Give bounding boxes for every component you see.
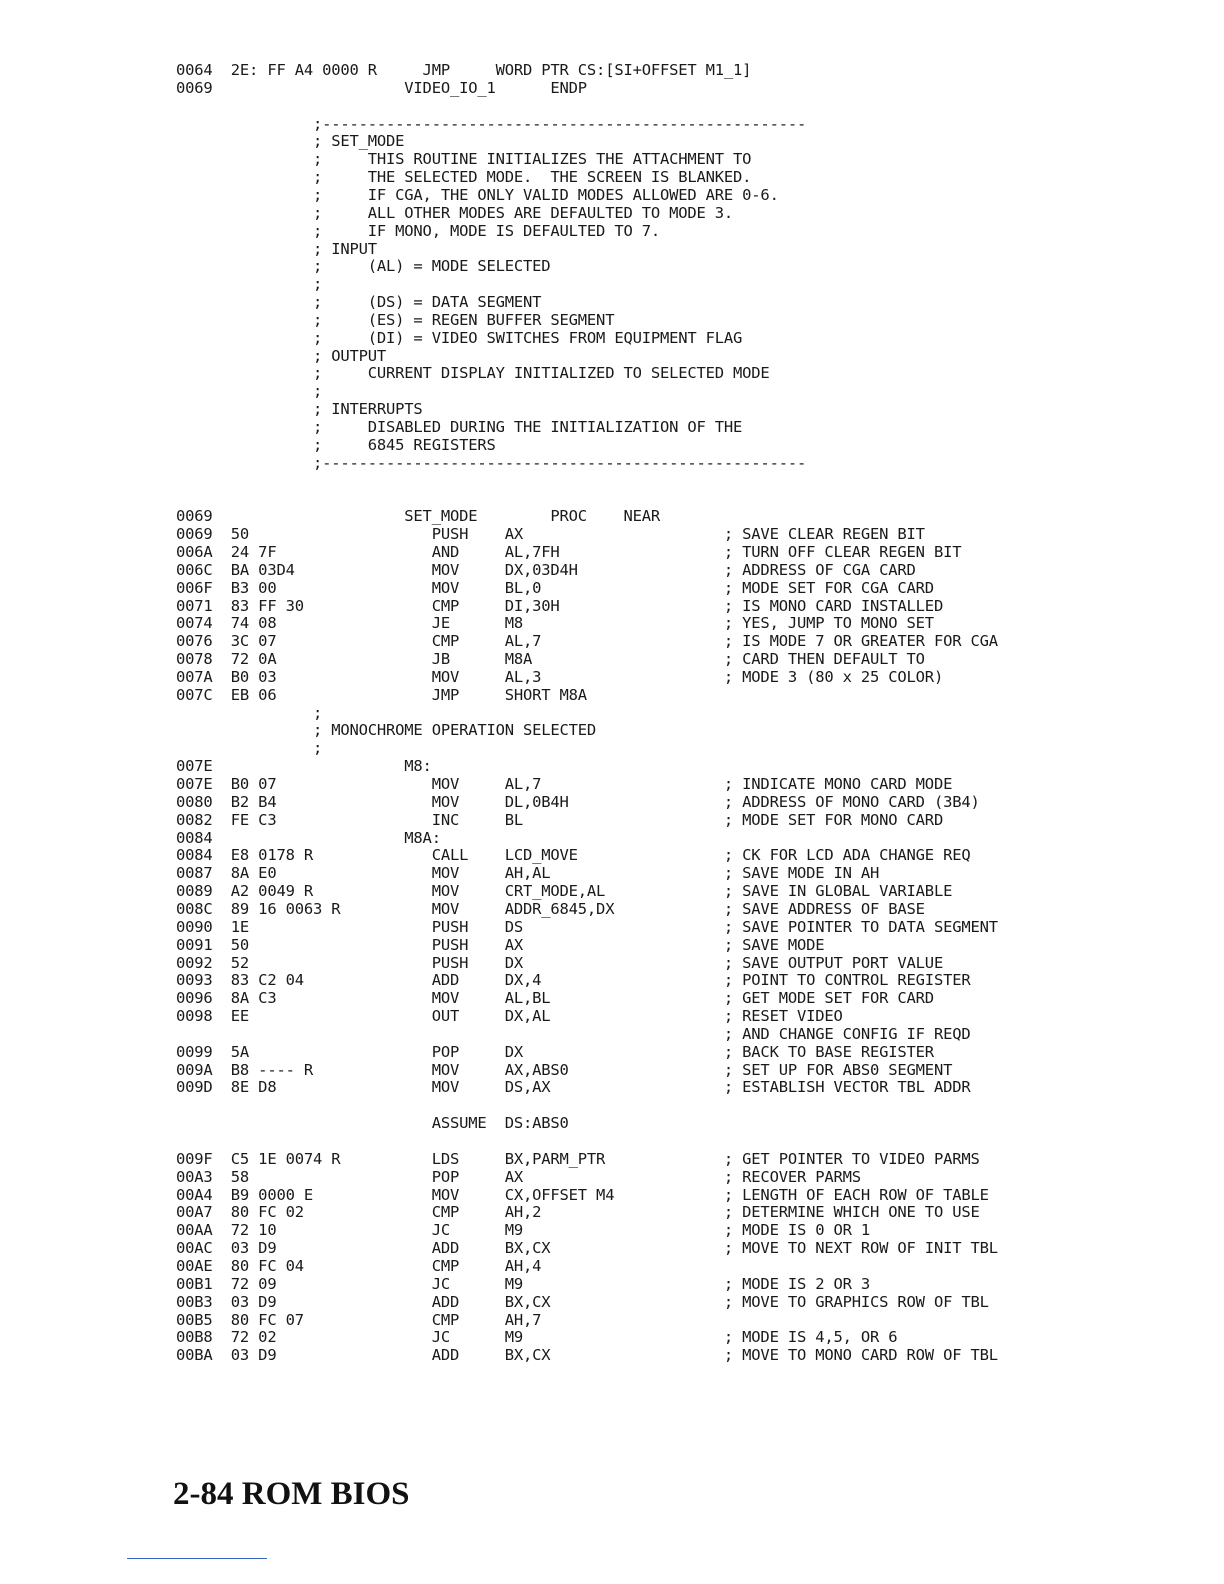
listing-line: 00AE 80 FC 04 CMP AH,4 (176, 1256, 542, 1275)
listing-line: 006F B3 00 MOV BL,0 ; MODE SET FOR CGA CARD (176, 578, 934, 597)
listing-line: ;----------------------------------------------------- (176, 453, 807, 472)
listing-line: 009F C5 1E 0074 R LDS BX,PARM_PTR ; GET POINTER TO VIDEO PARMS (176, 1149, 980, 1168)
listing-line: 00AC 03 D9 ADD BX,CX ; MOVE TO NEXT ROW OF INIT TBL (176, 1239, 998, 1258)
listing-line: ; CURRENT DISPLAY INITIALIZED TO SELECTED MODE (176, 364, 770, 383)
listing-line: ASSUME DS:ABS0 (176, 1114, 569, 1133)
listing-line: 0091 50 PUSH AX ; SAVE MODE (176, 935, 825, 954)
listing-line: 00A3 58 POP AX ; RECOVER PARMS (176, 1167, 861, 1186)
listing-line: ; 6845 REGISTERS (176, 435, 496, 454)
listing-line: ; DISABLED DURING THE INITIALIZATION OF THE (176, 418, 743, 436)
listing-line: 0084 E8 0178 R CALL LCD_MOVE ; CK FOR LCD ADA CHANGE REQ (176, 846, 971, 865)
listing-line: ; IF MONO, MODE IS DEFAULTED TO 7. (176, 221, 660, 240)
listing-line: ; AND CHANGE CONFIG IF REQD (176, 1024, 971, 1043)
listing-line: 00B3 03 D9 ADD BX,CX ; MOVE TO GRAPHICS ROW OF TBL (176, 1292, 989, 1311)
listing-line: ; IF CGA, THE ONLY VALID MODES ALLOWED ARE 0-6. (176, 185, 779, 204)
listing-line: ; (AL) = MODE SELECTED (176, 257, 551, 276)
listing-line: 00B5 80 FC 07 CMP AH,7 (176, 1310, 542, 1329)
listing-line: ; (176, 275, 323, 294)
listing-line: 008C 89 16 0063 R MOV ADDR_6845,DX ; SAVE ADDRESS OF BASE (176, 899, 925, 918)
listing-line: 0098 EE OUT DX,AL ; RESET VIDEO (176, 1007, 843, 1026)
listing-line: 0093 83 C2 04 ADD DX,4 ; POINT TO CONTROL REGISTER (176, 971, 971, 990)
listing-line: 0076 3C 07 CMP AL,7 ; IS MODE 7 OR GREATER FOR CGA (176, 632, 998, 651)
page-footer: 2-84 ROM BIOS (173, 1476, 410, 1512)
listing-line: 0082 FE C3 INC BL ; MODE SET FOR MONO CARD (176, 810, 944, 829)
listing-line: ; THE SELECTED MODE. THE SCREEN IS BLANKED. (176, 168, 752, 187)
listing-line: 007A B0 03 MOV AL,3 ; MODE 3 (80 x 25 COLOR) (176, 667, 944, 686)
listing-line: 007E B0 07 MOV AL,7 ; INDICATE MONO CARD MODE (176, 775, 953, 793)
listing-line: ; (176, 703, 323, 722)
listing-line: 006C BA 03D4 MOV DX,03D4H ; ADDRESS OF CGA CARD (176, 560, 916, 579)
listing-line: ; MONOCHROME OPERATION SELECTED (176, 721, 597, 740)
listing-line: 00A4 B9 0000 E MOV CX,OFFSET M4 ; LENGTH OF EACH ROW OF TABLE (176, 1185, 989, 1204)
listing-line: 00B1 72 09 JC M9 ; MODE IS 2 OR 3 (176, 1274, 871, 1293)
listing-line: ;----------------------------------------------------- (176, 114, 807, 133)
listing-line: 0078 72 0A JB M8A ; CARD THEN DEFAULT TO (176, 650, 925, 669)
listing-line: 00B8 72 02 JC M9 ; MODE IS 4,5, OR 6 (176, 1328, 898, 1347)
footer-rule (127, 1558, 267, 1559)
listing-line: 0071 83 FF 30 CMP DI,30H ; IS MONO CARD INSTALLED (176, 596, 944, 615)
listing-line: 0069 SET_MODE PROC NEAR (176, 507, 660, 526)
listing-line: ; ALL OTHER MODES ARE DEFAULTED TO MODE 3. (176, 203, 734, 222)
listing-line: 0089 A2 0049 R MOV CRT_MODE,AL ; SAVE IN GLOBAL VARIABLE (176, 882, 953, 901)
listing-line: 009D 8E D8 MOV DS,AX ; ESTABLISH VECTOR TBL ADDR (176, 1078, 971, 1097)
listing-line: 0087 8A E0 MOV AH,AL ; SAVE MODE IN AH (176, 864, 880, 883)
listing-line: 007E M8: (176, 757, 432, 776)
listing-line: ; SET_MODE (176, 132, 405, 151)
listing-line: ; INTERRUPTS (176, 400, 423, 419)
listing-line: 00BA 03 D9 ADD BX,CX ; MOVE TO MONO CARD ROW OF TBL (176, 1346, 998, 1365)
listing-line: 0092 52 PUSH DX ; SAVE OUTPUT PORT VALUE (176, 953, 944, 972)
listing-line: 0069 VIDEO_IO_1 ENDP (176, 78, 587, 97)
listing-line: 0074 74 08 JE M8 ; YES, JUMP TO MONO SET (176, 614, 934, 633)
listing-line: 007C EB 06 JMP SHORT M8A (176, 685, 587, 704)
listing-line: ; (176, 382, 323, 401)
listing-line: 0084 M8A: (176, 828, 441, 847)
listing-line: 0069 50 PUSH AX ; SAVE CLEAR REGEN BIT (176, 525, 925, 544)
listing-line: 0080 B2 B4 MOV DL,0B4H ; ADDRESS OF MONO CARD (3B4) (176, 792, 980, 811)
listing-line: 00A7 80 FC 02 CMP AH,2 ; DETERMINE WHICH ONE TO USE (176, 1203, 980, 1222)
listing-line: ; INPUT (176, 239, 377, 258)
listing-line: 0099 5A POP DX ; BACK TO BASE REGISTER (176, 1042, 934, 1061)
listing-line: ; (176, 739, 323, 758)
listing-line: ; (DS) = DATA SEGMENT (176, 293, 542, 312)
listing-line: 00AA 72 10 JC M9 ; MODE IS 0 OR 1 (176, 1221, 871, 1240)
listing-line: 0090 1E PUSH DS ; SAVE POINTER TO DATA SEGMENT (176, 917, 998, 936)
listing-line: ; THIS ROUTINE INITIALIZES THE ATTACHMENT TO (176, 150, 752, 169)
listing-line: 0064 2E: FF A4 0000 R JMP WORD PTR CS:[SI+OFFSET M1_1] (176, 61, 752, 79)
listing-line: ; OUTPUT (176, 346, 387, 365)
listing-line: ; (ES) = REGEN BUFFER SEGMENT (176, 310, 615, 329)
listing-line: 006A 24 7F AND AL,7FH ; TURN OFF CLEAR REGEN BIT (176, 542, 962, 561)
listing-line: ; (DI) = VIDEO SWITCHES FROM EQUIPMENT FLAG (176, 328, 743, 347)
listing-line: 0096 8A C3 MOV AL,BL ; GET MODE SET FOR CARD (176, 989, 934, 1008)
listing-line: 009A B8 ---- R MOV AX,ABS0 ; SET UP FOR ABS0 SEGMENT (176, 1060, 953, 1079)
